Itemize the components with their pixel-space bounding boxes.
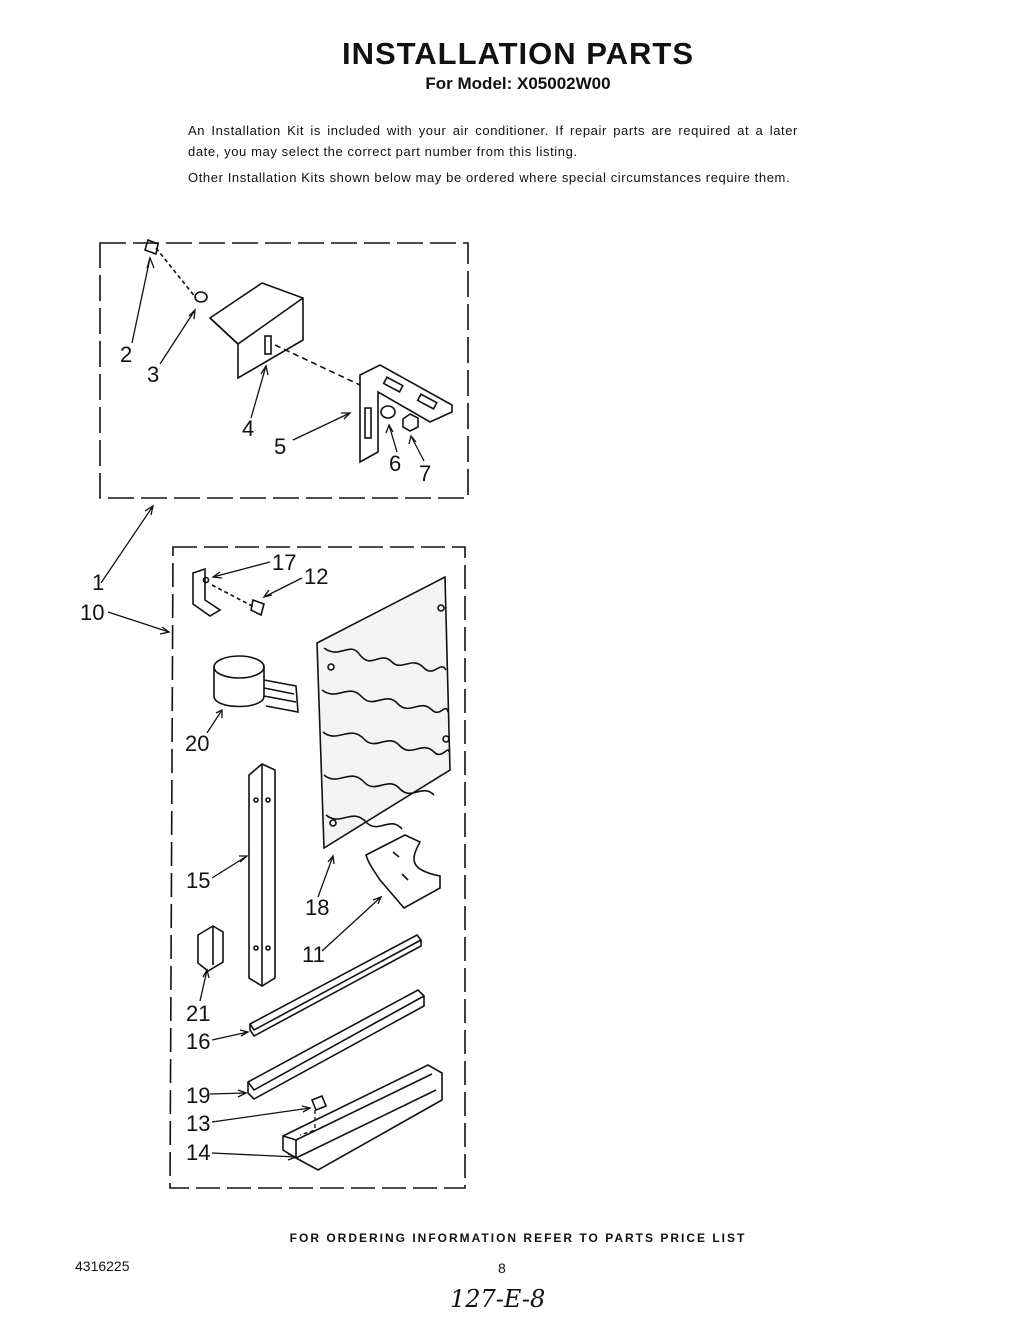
intro-paragraph-1: An Installation Kit is included with your air conditioner. If repair parts are required at a later date, you may select the correct part number from this listing.: [188, 123, 798, 159]
bracket-part-4: [210, 283, 360, 385]
callout-label-14: 14: [186, 1140, 211, 1165]
callout-label-7: 7: [419, 461, 432, 486]
page-title: INSTALLATION PARTS: [341, 36, 695, 71]
pad-part-21: [198, 926, 223, 971]
ordering-info-note: FOR ORDERING INFORMATION REFER TO PARTS PRICE LIST: [289, 1231, 747, 1245]
screw-part-2: [145, 240, 196, 298]
washer-part-3: [195, 292, 207, 302]
callout-label-20: 20: [185, 731, 210, 756]
callout-label-19: 19: [186, 1083, 211, 1108]
screw-part-13: [312, 1096, 326, 1110]
nut-part-7: [403, 414, 418, 431]
callout-label-2: 2: [120, 342, 133, 367]
callout-label-18: 18: [305, 895, 330, 920]
callout-label-4: 4: [242, 416, 255, 441]
callout-label-1: 1: [92, 570, 105, 595]
washer-part-6: [381, 406, 395, 418]
callout-label-6: 6: [389, 451, 402, 476]
callout-label-13: 13: [186, 1111, 211, 1136]
strip-part-19: [248, 990, 424, 1099]
angle-strip-part-15: [249, 764, 275, 986]
channel-part-14: [283, 1065, 442, 1170]
callout-label-16: 16: [186, 1029, 211, 1054]
document-number: 4316225: [75, 1258, 130, 1274]
support-part-5: [360, 365, 452, 462]
seal-roll-part-20: [214, 656, 298, 712]
intro-paragraph-2: Other Installation Kits shown below may be ordered where special circumstances require them.: [188, 170, 791, 185]
callout-label-3: 3: [147, 362, 160, 387]
callout-label-12: 12: [304, 564, 329, 589]
callout-label-10: 10: [80, 600, 105, 625]
callout-label-21: 21: [186, 1001, 211, 1026]
bracket-part-11: [366, 835, 440, 908]
callout-label-15: 15: [186, 868, 211, 893]
clip-part-17: [193, 569, 254, 616]
callout-label-5: 5: [274, 434, 287, 459]
screw-part-12: [251, 600, 264, 615]
handwritten-note: 127-E-8: [450, 1285, 546, 1313]
callout-label-11: 11: [302, 942, 325, 967]
foam-panel-part-18: [317, 577, 450, 848]
callout-label-17: 17: [272, 550, 297, 575]
model-subtitle: For Model: X05002W00: [425, 74, 611, 93]
page-number: 8: [498, 1260, 506, 1276]
